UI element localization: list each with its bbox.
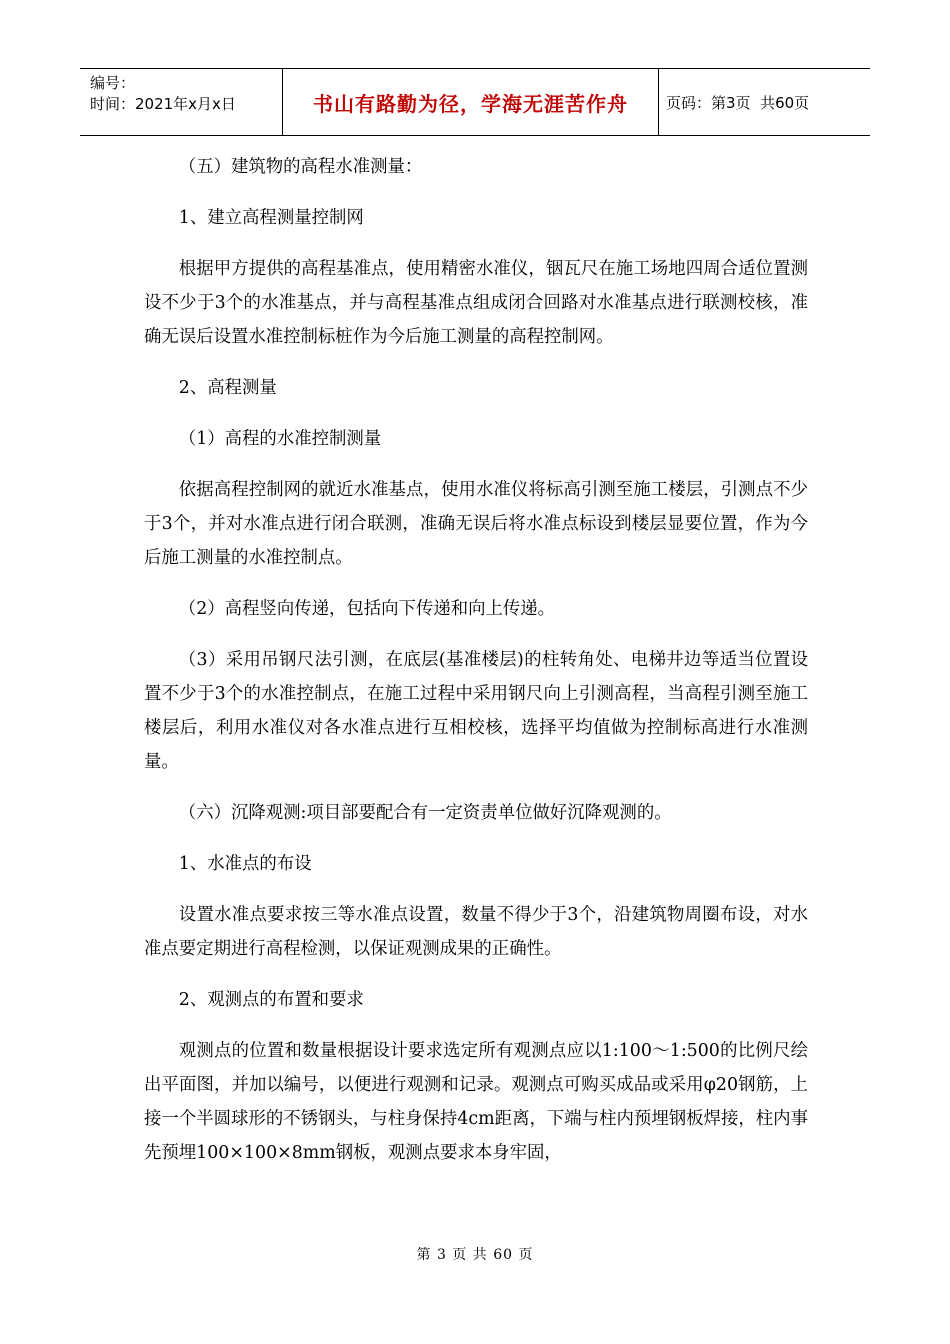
paragraph-control-network: 根据甲方提供的高程基准点，使用精密水准仪，铟瓦尺在施工场地四周合适位置测设不少于3个的水准基点，并与高程基准点组成闭合回路对水准基点进行联测校核，准确无误后设置水准控制标桩作为今后施工测量的高程控制网。 <box>144 259 808 347</box>
paragraph-level-control: 依据高程控制网的就近水准基点，使用水准仪将标高引测至施工楼层，引测点不少于3个，并对水准点进行闭合联测，准确无误后将水准点标设到楼层显要位置，作为今后施工测量的水准控制点。 <box>144 480 808 568</box>
item-heading-1: （1）高程的水准控制测量 <box>178 429 382 449</box>
subheading-control-network: 1、建立高程测量控制网 <box>178 208 364 228</box>
header-motto: 书山有路勤为径，学海无涯苦作舟 <box>313 91 628 116</box>
page-footer: 第 3 页 共 60 页 <box>416 1247 534 1263</box>
subheading-elevation-survey: 2、高程测量 <box>178 378 277 398</box>
header-divider-right <box>658 69 659 135</box>
header-page-code: 页码：第3页 共60页 <box>666 93 810 112</box>
subheading-observation-points: 2、观测点的布置和要求 <box>178 990 364 1010</box>
paragraph-steel-tape-method: （3）采用吊钢尺法引测，在底层(基准楼层)的柱转角处、电梯井边等适当位置设置不少于3个的水准控制点，在施工过程中采用钢尺向上引测高程，当高程引测至施工楼层后，利用水准仪对各水准点进行互相校核，选择平均值做为控制标高进行水准测量。 <box>144 650 808 772</box>
document-date: 时间：2021年x月x日 <box>90 95 236 113</box>
item-heading-2: （2）高程竖向传递，包括向下传递和向上传递。 <box>178 599 556 619</box>
section-heading-5: （五）建筑物的高程水准测量： <box>178 157 423 177</box>
section-heading-6: （六）沉降观测:项目部要配合有一定资责单位做好沉降观测的。 <box>178 803 672 823</box>
paragraph-observation-points: 观测点的位置和数量根据设计要求选定所有观测点应以1:100～1:500的比例尺绘出平面图，并加以编号，以便进行观测和记录。观测点可购买成品或采用φ20钢筋，上接一个半圆球形的不锈钢头，与柱身保持4cm距离，下端与柱内预埋钢板焊接，柱内事先预埋100×100×8mm钢板，观测点要求本身牢固， <box>144 1041 808 1163</box>
paragraph-benchmark-layout: 设置水准点要求按三等水准点设置，数量不得少于3个，沿建筑物周圈布设，对水准点要定期进行高程检测，以保证观测成果的正确性。 <box>144 905 808 959</box>
document-body <box>144 150 808 1187</box>
page-header <box>80 68 870 136</box>
subheading-benchmark-layout: 1、水准点的布设 <box>178 854 312 874</box>
header-meta <box>90 73 280 115</box>
document-number-label: 编号： <box>90 74 136 92</box>
